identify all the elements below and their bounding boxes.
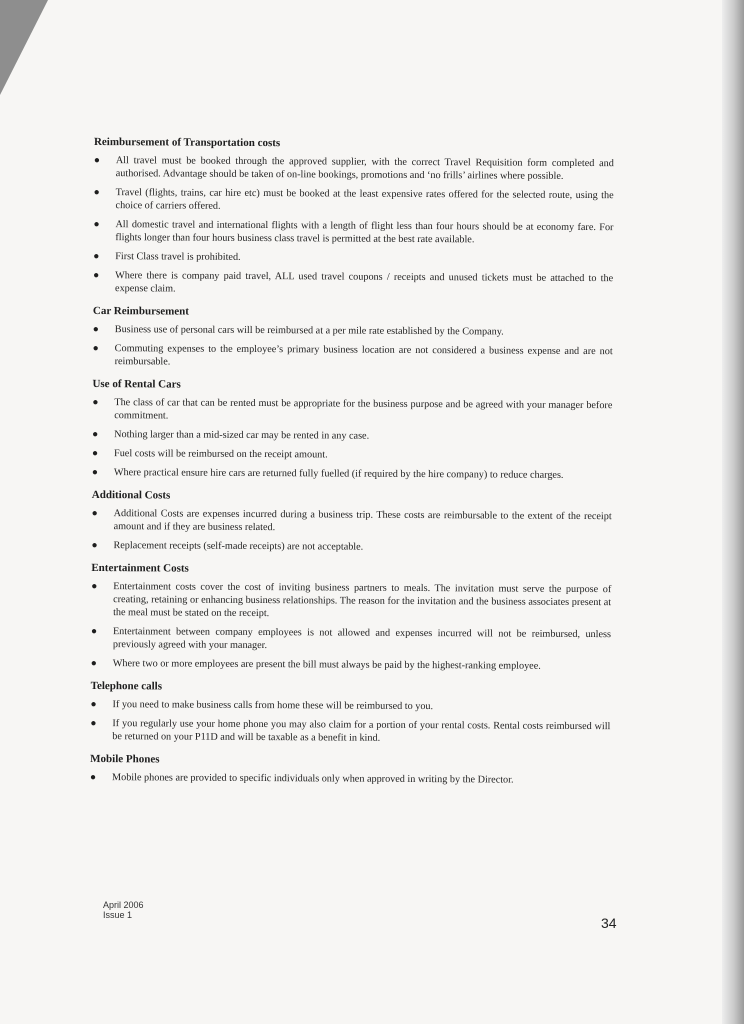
- section-heading: Reimbursement of Transportation costs: [93, 135, 281, 150]
- bullet-icon: ●: [90, 771, 97, 784]
- bullet-icon: ●: [91, 539, 98, 552]
- policy-section: [93, 135, 614, 298]
- list-item-text: All domestic travel and international flights with a length of flight less than four hours should be at economy fare. For flights longer than four hours business class travel is permitted at the best rate available.: [115, 219, 614, 246]
- policy-section: [90, 752, 610, 787]
- policy-section: [91, 561, 612, 673]
- section-heading: Additional Costs: [91, 488, 171, 502]
- list-item: [94, 186, 614, 215]
- section-heading: Entertainment Costs: [91, 561, 189, 575]
- section-heading: Car Reimbursement: [92, 304, 189, 318]
- bullet-list: [90, 698, 610, 746]
- bullet-icon: ●: [92, 323, 99, 336]
- list-item-text: Replacement receipts (self-made receipts) are not acceptable.: [113, 540, 364, 553]
- bullet-icon: ●: [93, 269, 100, 282]
- bullet-list: [93, 154, 614, 298]
- list-item: [93, 218, 613, 247]
- policy-section: [92, 377, 613, 482]
- list-item-text: All travel must be booked through the approved supplier, with the correct Travel Requisition form completed and authorised. Advantage should be taken of on-line bookings, promotions and ‘no frills’ airlines where possible.: [115, 155, 614, 182]
- list-item: [92, 447, 612, 463]
- list-item: [91, 539, 611, 555]
- policy-section: [93, 304, 613, 371]
- list-item-text: Where there is company paid travel, ALL used travel coupons / receipts and unused tickets must be attached to the expense claim.: [115, 270, 614, 295]
- list-item-text: Entertainment between company employees is not allowed and expenses incurred will not be reimbursed, unless previously agreed with your manager.: [112, 626, 611, 652]
- list-item-text: First Class travel is prohibited.: [115, 251, 241, 263]
- list-item-text: Commuting expenses to the employee’s primary business location are not considered a business expense and are not reimbursable.: [114, 343, 613, 368]
- bullet-icon: ●: [92, 447, 99, 460]
- policy-section: [91, 488, 611, 555]
- bullet-icon: ●: [93, 218, 100, 231]
- list-item: [92, 507, 612, 536]
- footer: [103, 900, 144, 920]
- list-item: [92, 428, 612, 444]
- list-item-text: Fuel costs will be reimbursed on the receipt amount.: [114, 448, 328, 461]
- bullet-icon: ●: [91, 507, 98, 520]
- section-heading: Mobile Phones: [90, 752, 160, 766]
- bullet-icon: ●: [93, 186, 100, 199]
- list-item-text: Nothing larger than a mid-sized car may be rented in any case.: [114, 429, 370, 442]
- footer-issue: Issue 1: [103, 910, 133, 920]
- list-item: [93, 342, 613, 371]
- document-body: [90, 135, 614, 796]
- list-item: [92, 466, 612, 482]
- list-item-text: The class of car that can be rented must be appropriate for the business purpose and be agreed with your manager before commitment.: [114, 397, 613, 422]
- bullet-list: [90, 771, 610, 787]
- section-heading: Use of Rental Cars: [92, 377, 181, 391]
- bullet-list: [91, 580, 612, 673]
- bullet-icon: ●: [92, 342, 99, 355]
- bullet-icon: ●: [93, 250, 100, 263]
- list-item-text: Where two or more employees are present the bill must always be paid by the highest-ranking employee.: [112, 658, 541, 672]
- list-item-text: If you need to make business calls from home these will be reimbursed to you.: [112, 699, 434, 713]
- bullet-list: [93, 323, 613, 371]
- bullet-icon: ●: [92, 428, 99, 441]
- list-item-text: Entertainment costs cover the cost of inviting business partners to meals. The invitation must serve the purpose of creating, retaining or enhancing business relationships. The reason for the invitation and the business associates present at the meal must be stated on the receipt.: [113, 581, 612, 620]
- list-item-text: If you regularly use your home phone you may also claim for a portion of your rental costs. Rental costs reimbursed will be returned on your P11D and will be taxable as a benefit in kind.: [112, 718, 611, 744]
- bullet-list: [91, 507, 611, 555]
- list-item: [92, 396, 612, 425]
- list-item: [90, 698, 610, 714]
- footer-date: April 2006: [103, 900, 144, 910]
- scan-shadow-right: [722, 0, 744, 1024]
- bullet-icon: ●: [90, 698, 97, 711]
- list-item: [91, 580, 611, 622]
- page-number: 34: [601, 915, 617, 931]
- bullet-icon: ●: [90, 625, 98, 638]
- bullet-icon: ●: [91, 466, 99, 479]
- bullet-icon: ●: [91, 580, 98, 593]
- list-item: [93, 269, 613, 298]
- bullet-icon: ●: [90, 717, 97, 730]
- bullet-icon: ●: [93, 154, 100, 167]
- bullet-icon: ●: [92, 396, 99, 409]
- list-item: [90, 717, 610, 746]
- list-item: [90, 771, 610, 787]
- list-item-text: Additional Costs are expenses incurred during a business trip. These costs are reimbursable to the extent of the receipt amount and if they are business related.: [113, 508, 612, 534]
- bullet-icon: ●: [90, 657, 97, 670]
- scan-shadow-left: [0, 0, 48, 95]
- list-item: [93, 250, 613, 266]
- list-item-text: Business use of personal cars will be reimbursed at a per mile rate established by the Company.: [114, 324, 504, 338]
- list-item-text: Where practical ensure hire cars are returned fully fuelled (if required by the hire company) to reduce charges.: [113, 467, 564, 481]
- list-item: [91, 625, 611, 654]
- list-item: [91, 657, 611, 673]
- bullet-list: [92, 396, 612, 482]
- list-item-text: Mobile phones are provided to specific individuals only when approved in writing by the Director.: [112, 772, 514, 786]
- policy-section: [90, 679, 610, 746]
- list-item: [93, 323, 613, 339]
- list-item: [94, 154, 614, 183]
- section-heading: Telephone calls: [90, 679, 163, 693]
- list-item-text: Travel (flights, trains, car hire etc) must be booked at the least expensive rates offered for the selected route, using the choice of carriers offered.: [115, 187, 614, 212]
